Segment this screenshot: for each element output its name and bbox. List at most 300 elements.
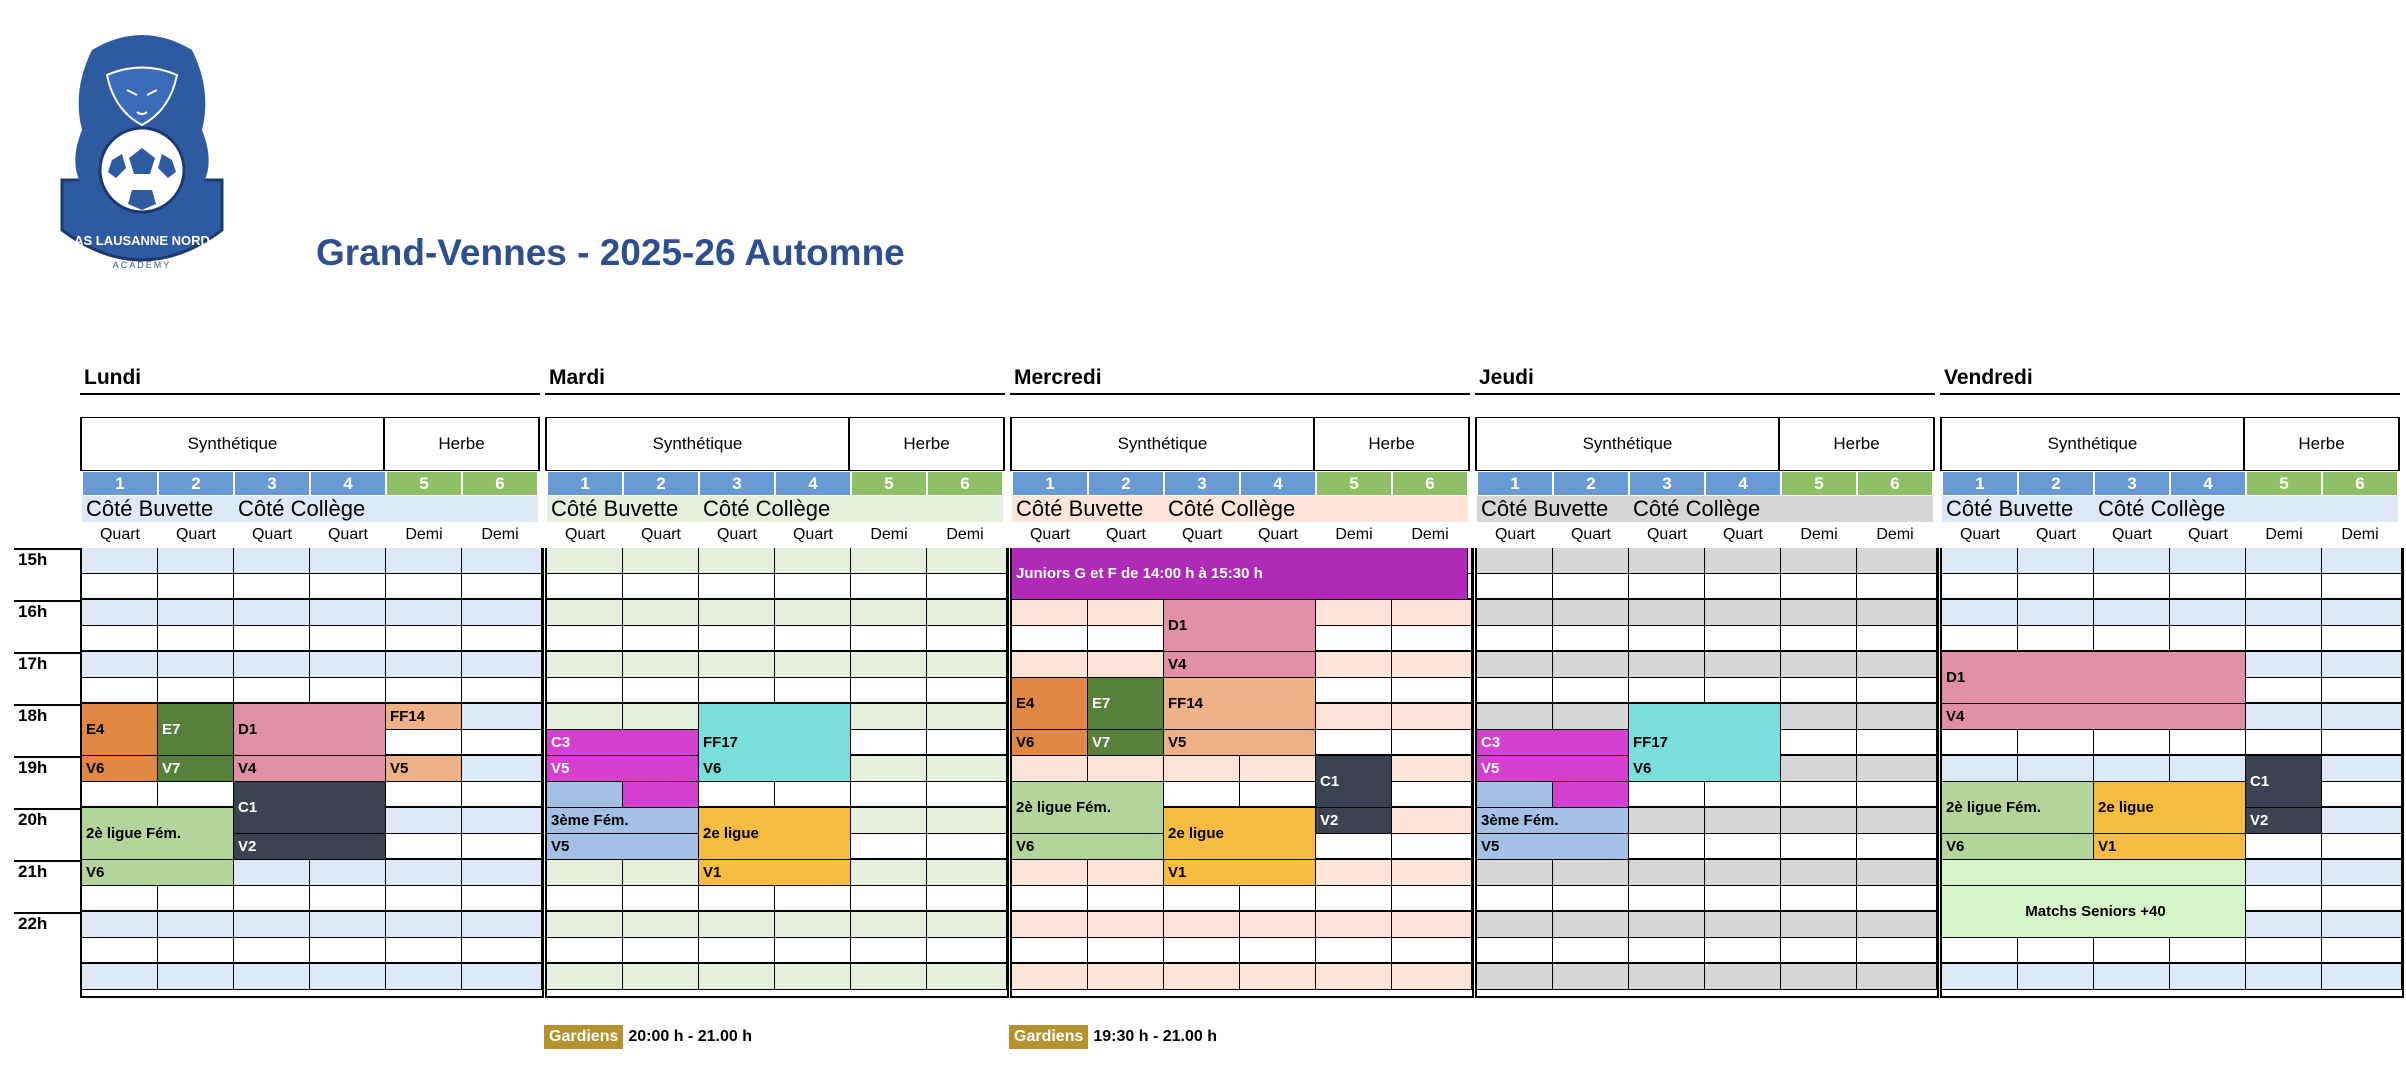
grid-cell bbox=[1857, 834, 1937, 860]
grid-cell bbox=[1088, 756, 1164, 782]
grid-cell bbox=[851, 912, 927, 938]
grid-cell bbox=[1857, 860, 1937, 886]
day-grid bbox=[1940, 548, 2404, 998]
field-number: 4 bbox=[2170, 471, 2246, 496]
grid-cell bbox=[1392, 678, 1472, 704]
grid-cell bbox=[1857, 782, 1937, 808]
grid-cell bbox=[2170, 964, 2246, 990]
grid-cell bbox=[1240, 964, 1316, 990]
hour-label: 22h bbox=[18, 914, 48, 933]
grid-cell bbox=[1781, 548, 1857, 574]
grid-cell bbox=[1857, 730, 1937, 756]
grid-cell bbox=[234, 912, 310, 938]
day-underline bbox=[545, 393, 1005, 395]
grid-cell bbox=[547, 574, 623, 600]
grid-cell bbox=[927, 886, 1007, 912]
grid-cell bbox=[234, 938, 310, 964]
grid-cell bbox=[699, 678, 775, 704]
schedule-event bbox=[1553, 782, 1629, 808]
grid-cell bbox=[386, 730, 462, 756]
gardiens-badge: Gardiens bbox=[1009, 1025, 1088, 1049]
grid-cell bbox=[1781, 730, 1857, 756]
grid-cell bbox=[2322, 756, 2402, 782]
schedule-event: V6 bbox=[1629, 756, 1781, 782]
grid-cell bbox=[310, 600, 386, 626]
grid-cell bbox=[386, 834, 462, 860]
grid-cell bbox=[462, 574, 542, 600]
field-type: Quart bbox=[2035, 526, 2076, 543]
field-type: Quart bbox=[716, 526, 757, 543]
field-type: Demi bbox=[405, 526, 443, 543]
schedule-event: E7 bbox=[1088, 678, 1164, 730]
header-herbe: Herbe bbox=[849, 417, 1005, 471]
schedule-event: V5 bbox=[547, 834, 699, 860]
grid-cell bbox=[2322, 912, 2402, 938]
grid-cell bbox=[1629, 860, 1705, 886]
grid-cell bbox=[462, 626, 542, 652]
field-number: 3 bbox=[1629, 471, 1705, 496]
grid-cell bbox=[1781, 600, 1857, 626]
field-number: 5 bbox=[386, 471, 462, 496]
hour-label: 18h bbox=[18, 706, 48, 725]
cote-college: Côté Collège bbox=[1164, 496, 1316, 522]
field-number: 1 bbox=[1477, 471, 1553, 496]
grid-cell bbox=[158, 574, 234, 600]
grid-cell bbox=[2246, 704, 2322, 730]
grid-cell bbox=[1316, 938, 1392, 964]
grid-cell bbox=[1164, 938, 1240, 964]
grid-cell bbox=[1316, 678, 1392, 704]
grid-cell bbox=[1240, 886, 1316, 912]
field-type: Demi bbox=[946, 526, 984, 543]
field-type: Quart bbox=[1181, 526, 1222, 543]
grid-cell bbox=[310, 938, 386, 964]
grid-cell bbox=[1553, 600, 1629, 626]
grid-cell bbox=[2322, 626, 2402, 652]
grid-cell bbox=[158, 678, 234, 704]
grid-cell bbox=[1316, 860, 1392, 886]
grid-cell bbox=[310, 678, 386, 704]
schedule-event: V5 bbox=[1477, 756, 1629, 782]
header-synthetique: Synthétique bbox=[1475, 417, 1779, 471]
field-number: 5 bbox=[1781, 471, 1857, 496]
gardiens-legend-mardi bbox=[544, 1024, 752, 1050]
field-type: Quart bbox=[1257, 526, 1298, 543]
header-synthetique: Synthétique bbox=[545, 417, 849, 471]
grid-cell bbox=[310, 964, 386, 990]
grid-cell bbox=[1857, 574, 1937, 600]
grid-cell bbox=[1012, 652, 1088, 678]
grid-cell bbox=[699, 782, 775, 808]
grid-cell bbox=[310, 574, 386, 600]
field-number: 1 bbox=[82, 471, 158, 496]
grid-cell bbox=[1781, 964, 1857, 990]
grid-cell bbox=[2018, 574, 2094, 600]
grid-cell bbox=[1781, 756, 1857, 782]
grid-cell bbox=[623, 652, 699, 678]
grid-cell bbox=[1629, 808, 1705, 834]
header-herbe: Herbe bbox=[1314, 417, 1470, 471]
hour-separator bbox=[14, 600, 80, 602]
grid-cell bbox=[1857, 938, 1937, 964]
grid-cell bbox=[2094, 938, 2170, 964]
grid-cell bbox=[234, 574, 310, 600]
grid-cell bbox=[1781, 860, 1857, 886]
grid-cell bbox=[386, 574, 462, 600]
schedule-event: Matchs Seniors +40 bbox=[1942, 886, 2246, 938]
schedule-event: 2e ligue bbox=[1164, 808, 1316, 860]
grid-cell bbox=[2322, 678, 2402, 704]
grid-cell bbox=[310, 548, 386, 574]
grid-cell bbox=[1857, 964, 1937, 990]
grid-cell bbox=[775, 600, 851, 626]
cote-college: Côté Collège bbox=[1629, 496, 1781, 522]
field-type: Quart bbox=[1646, 526, 1687, 543]
grid-cell bbox=[699, 652, 775, 678]
grid-cell bbox=[82, 652, 158, 678]
grid-cell bbox=[1392, 834, 1472, 860]
grid-cell bbox=[1781, 678, 1857, 704]
grid-cell bbox=[2170, 548, 2246, 574]
field-type: Demi bbox=[1335, 526, 1373, 543]
grid-cell bbox=[1012, 626, 1088, 652]
grid-cell bbox=[851, 600, 927, 626]
grid-cell bbox=[1088, 860, 1164, 886]
schedule-event bbox=[623, 782, 699, 808]
grid-cell bbox=[851, 938, 927, 964]
grid-cell bbox=[1942, 964, 2018, 990]
grid-cell bbox=[1553, 886, 1629, 912]
grid-cell bbox=[547, 678, 623, 704]
field-type: Quart bbox=[1959, 526, 2000, 543]
grid-cell bbox=[1553, 548, 1629, 574]
grid-cell bbox=[1781, 652, 1857, 678]
hour-label: 15h bbox=[18, 550, 48, 569]
grid-cell bbox=[386, 912, 462, 938]
grid-cell bbox=[1629, 574, 1705, 600]
field-type: Quart bbox=[175, 526, 216, 543]
schedule-event: V7 bbox=[158, 756, 234, 782]
grid-cell bbox=[462, 730, 542, 756]
grid-cell bbox=[2246, 834, 2322, 860]
grid-cell bbox=[82, 782, 158, 808]
day-name: Jeudi bbox=[1479, 366, 1534, 389]
grid-cell bbox=[1857, 886, 1937, 912]
grid-cell bbox=[1553, 626, 1629, 652]
schedule-event: V5 bbox=[1164, 730, 1316, 756]
grid-cell bbox=[547, 600, 623, 626]
schedule-event: FF17 bbox=[699, 704, 851, 782]
schedule-event: D1 bbox=[1942, 652, 2246, 704]
schedule-event bbox=[547, 782, 623, 808]
field-number: 2 bbox=[1553, 471, 1629, 496]
grid-cell bbox=[1316, 704, 1392, 730]
field-number: 3 bbox=[2094, 471, 2170, 496]
grid-cell bbox=[927, 834, 1007, 860]
grid-cell bbox=[2094, 730, 2170, 756]
schedule-event: V2 bbox=[2246, 808, 2322, 834]
field-type: Quart bbox=[792, 526, 833, 543]
grid-cell bbox=[927, 704, 1007, 730]
schedule-event: C1 bbox=[1316, 756, 1392, 808]
grid-cell bbox=[1705, 782, 1781, 808]
schedule-event: V6 bbox=[1012, 730, 1088, 756]
grid-cell bbox=[699, 912, 775, 938]
grid-cell bbox=[1392, 938, 1472, 964]
grid-cell bbox=[1088, 626, 1164, 652]
schedule-event: V1 bbox=[699, 860, 851, 886]
day-name: Vendredi bbox=[1944, 366, 2033, 389]
day-underline bbox=[1940, 393, 2400, 395]
cote-herbe bbox=[1781, 496, 1933, 522]
grid-cell bbox=[2246, 964, 2322, 990]
grid-cell bbox=[1392, 600, 1472, 626]
field-number: 1 bbox=[1012, 471, 1088, 496]
grid-cell bbox=[1088, 886, 1164, 912]
schedule-event: V6 bbox=[1012, 834, 1164, 860]
logo-subtext: ACADEMY bbox=[112, 260, 172, 270]
field-number: 4 bbox=[310, 471, 386, 496]
club-logo bbox=[52, 30, 232, 275]
schedule-event: V4 bbox=[234, 756, 386, 782]
grid-cell bbox=[1781, 574, 1857, 600]
grid-cell bbox=[1012, 938, 1088, 964]
logo-text: AS LAUSANNE NORD bbox=[74, 233, 210, 248]
grid-cell bbox=[1781, 834, 1857, 860]
day-grid bbox=[80, 548, 544, 998]
field-type: Demi bbox=[2341, 526, 2379, 543]
grid-cell bbox=[2170, 574, 2246, 600]
hour-separator bbox=[14, 756, 80, 758]
grid-cell bbox=[927, 782, 1007, 808]
field-type: Quart bbox=[564, 526, 605, 543]
grid-cell bbox=[623, 574, 699, 600]
schedule-event: 3ème Fém. bbox=[1477, 808, 1629, 834]
grid-cell bbox=[1164, 782, 1240, 808]
grid-cell bbox=[1392, 730, 1472, 756]
grid-cell bbox=[1012, 860, 1088, 886]
grid-cell bbox=[2018, 626, 2094, 652]
grid-cell bbox=[1942, 600, 2018, 626]
field-type: Demi bbox=[1800, 526, 1838, 543]
grid-cell bbox=[1392, 756, 1472, 782]
grid-cell bbox=[1705, 964, 1781, 990]
grid-cell bbox=[1781, 886, 1857, 912]
field-type: Quart bbox=[251, 526, 292, 543]
schedule-event: V1 bbox=[1164, 860, 1316, 886]
field-number: 3 bbox=[1164, 471, 1240, 496]
grid-cell bbox=[2246, 548, 2322, 574]
schedule-event: V7 bbox=[1088, 730, 1164, 756]
grid-cell bbox=[1553, 574, 1629, 600]
schedule-event: V5 bbox=[1477, 834, 1629, 860]
grid-cell bbox=[310, 912, 386, 938]
grid-cell bbox=[851, 756, 927, 782]
grid-cell bbox=[386, 964, 462, 990]
grid-cell bbox=[1629, 678, 1705, 704]
field-type: Quart bbox=[1029, 526, 1070, 543]
field-type: Quart bbox=[1494, 526, 1535, 543]
grid-cell bbox=[1629, 964, 1705, 990]
cote-herbe bbox=[2246, 496, 2398, 522]
grid-cell bbox=[623, 678, 699, 704]
grid-cell bbox=[1392, 860, 1472, 886]
grid-cell bbox=[2246, 860, 2322, 886]
schedule-event: D1 bbox=[234, 704, 386, 756]
field-type: Demi bbox=[481, 526, 519, 543]
grid-cell bbox=[462, 964, 542, 990]
grid-cell bbox=[1164, 964, 1240, 990]
schedule-event: FF14 bbox=[1164, 678, 1316, 730]
field-type: Quart bbox=[99, 526, 140, 543]
grid-cell bbox=[386, 600, 462, 626]
grid-cell bbox=[234, 678, 310, 704]
day-name: Mercredi bbox=[1014, 366, 1102, 389]
schedule-event: V6 bbox=[82, 756, 158, 782]
schedule-event: 2è ligue Fém. bbox=[1012, 782, 1164, 834]
grid-cell bbox=[82, 548, 158, 574]
grid-cell bbox=[927, 912, 1007, 938]
grid-cell bbox=[1629, 626, 1705, 652]
field-number: 4 bbox=[1705, 471, 1781, 496]
grid-cell bbox=[1705, 860, 1781, 886]
grid-cell bbox=[2322, 574, 2402, 600]
grid-cell bbox=[1392, 808, 1472, 834]
grid-cell bbox=[1164, 756, 1240, 782]
grid-cell bbox=[2246, 912, 2322, 938]
hour-separator bbox=[14, 652, 80, 654]
grid-cell bbox=[1553, 652, 1629, 678]
grid-cell bbox=[1553, 704, 1629, 730]
grid-cell bbox=[775, 678, 851, 704]
grid-cell bbox=[2246, 886, 2322, 912]
grid-cell bbox=[851, 860, 927, 886]
grid-cell bbox=[1164, 912, 1240, 938]
grid-cell bbox=[1012, 756, 1088, 782]
grid-cell bbox=[1857, 756, 1937, 782]
grid-cell bbox=[623, 860, 699, 886]
grid-cell bbox=[1477, 548, 1553, 574]
grid-cell bbox=[1316, 626, 1392, 652]
grid-cell bbox=[2018, 600, 2094, 626]
grid-cell bbox=[851, 964, 927, 990]
grid-cell bbox=[1629, 652, 1705, 678]
grid-cell bbox=[547, 938, 623, 964]
grid-cell bbox=[1781, 782, 1857, 808]
field-number: 5 bbox=[851, 471, 927, 496]
grid-cell bbox=[1392, 704, 1472, 730]
grid-cell bbox=[775, 652, 851, 678]
grid-cell bbox=[1088, 964, 1164, 990]
grid-cell bbox=[158, 652, 234, 678]
grid-cell bbox=[1857, 600, 1937, 626]
field-number: 5 bbox=[1316, 471, 1392, 496]
grid-cell bbox=[699, 548, 775, 574]
grid-cell bbox=[1942, 626, 2018, 652]
grid-cell bbox=[927, 626, 1007, 652]
grid-cell bbox=[1316, 964, 1392, 990]
schedule-event: E7 bbox=[158, 704, 234, 756]
grid-cell bbox=[1553, 964, 1629, 990]
grid-cell bbox=[158, 782, 234, 808]
grid-cell bbox=[2322, 652, 2402, 678]
grid-cell bbox=[1942, 756, 2018, 782]
grid-cell bbox=[1857, 548, 1937, 574]
schedule-event: V2 bbox=[1316, 808, 1392, 834]
grid-cell bbox=[1316, 834, 1392, 860]
grid-cell bbox=[158, 600, 234, 626]
field-number: 2 bbox=[2018, 471, 2094, 496]
schedule-event: V6 bbox=[1942, 834, 2094, 860]
schedule-event: V4 bbox=[1164, 652, 1316, 678]
grid-cell bbox=[158, 626, 234, 652]
schedule-event: Juniors G et F de 14:00 h à 15:30 h bbox=[1012, 548, 1468, 600]
grid-cell bbox=[1553, 938, 1629, 964]
grid-cell bbox=[775, 548, 851, 574]
grid-cell bbox=[462, 704, 542, 730]
grid-cell bbox=[158, 964, 234, 990]
day-grid bbox=[1475, 548, 1939, 998]
grid-cell bbox=[1477, 626, 1553, 652]
grid-cell bbox=[1392, 886, 1472, 912]
grid-cell bbox=[2018, 964, 2094, 990]
grid-cell bbox=[386, 626, 462, 652]
grid-cell bbox=[2246, 730, 2322, 756]
grid-cell bbox=[1629, 886, 1705, 912]
grid-cell bbox=[310, 652, 386, 678]
grid-cell bbox=[1781, 808, 1857, 834]
grid-cell bbox=[386, 678, 462, 704]
schedule-event: C3 bbox=[547, 730, 699, 756]
cote-buvette: Côté Buvette bbox=[1942, 496, 2094, 522]
grid-cell bbox=[2246, 938, 2322, 964]
grid-cell bbox=[1392, 626, 1472, 652]
cote-herbe bbox=[851, 496, 1003, 522]
grid-cell bbox=[547, 652, 623, 678]
grid-cell bbox=[82, 626, 158, 652]
hour-separator bbox=[14, 704, 80, 706]
grid-cell bbox=[2322, 548, 2402, 574]
grid-cell bbox=[1942, 938, 2018, 964]
grid-cell bbox=[82, 886, 158, 912]
gardiens-time: 19:30 h - 21.00 h bbox=[1093, 1028, 1217, 1045]
grid-cell bbox=[2322, 938, 2402, 964]
cote-buvette: Côté Buvette bbox=[547, 496, 699, 522]
schedule-event: C1 bbox=[234, 782, 386, 834]
header-herbe: Herbe bbox=[384, 417, 540, 471]
day-name: Mardi bbox=[549, 366, 606, 389]
schedule-event bbox=[1477, 782, 1553, 808]
cote-buvette: Côté Buvette bbox=[1012, 496, 1164, 522]
day-grid bbox=[545, 548, 1009, 998]
field-number: 6 bbox=[2322, 471, 2398, 496]
grid-cell bbox=[462, 912, 542, 938]
schedule-event: V1 bbox=[2094, 834, 2246, 860]
grid-cell bbox=[927, 938, 1007, 964]
grid-cell bbox=[2170, 756, 2246, 782]
grid-cell bbox=[462, 600, 542, 626]
field-number: 2 bbox=[623, 471, 699, 496]
grid-cell bbox=[1705, 912, 1781, 938]
grid-cell bbox=[462, 652, 542, 678]
grid-cell bbox=[1316, 886, 1392, 912]
grid-cell bbox=[1705, 574, 1781, 600]
grid-cell bbox=[927, 730, 1007, 756]
grid-cell bbox=[82, 938, 158, 964]
grid-cell bbox=[1629, 938, 1705, 964]
grid-cell bbox=[1781, 912, 1857, 938]
grid-cell bbox=[1629, 912, 1705, 938]
